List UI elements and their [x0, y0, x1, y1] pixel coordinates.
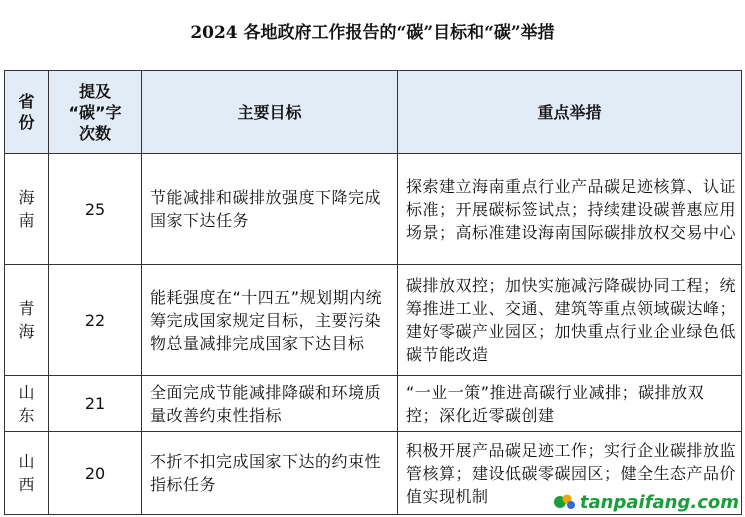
table-header-row: [5, 71, 742, 154]
watermark-text: tanpaifang.com: [579, 491, 739, 513]
province-name: 海 南: [18, 188, 35, 230]
measures-cell: 积极开展产品碳足迹工作；实行企业碳排放监管核算；建设低碳零碳园区；健全生态产品价值实现机制: [398, 432, 742, 515]
tanpaifang-logo-icon: [553, 493, 577, 511]
page-title: 2024 各地政府工作报告的“碳”目标和“碳”举措: [190, 23, 555, 43]
header-province: [5, 71, 49, 154]
count-cell: 22: [49, 265, 142, 376]
header-province-label: 省 份: [18, 92, 35, 132]
province-name: 山 西: [18, 452, 35, 494]
header-count-label: 提及 “碳”字 次数: [68, 81, 122, 143]
province-cell: [5, 154, 49, 265]
count-cell: 21: [49, 376, 142, 432]
header-goal-label: 主要目标: [237, 102, 302, 122]
goal-cell: 节能减排和碳排放强度下降完成国家下达任务: [142, 154, 398, 265]
watermark: [553, 491, 739, 513]
province-cell: [5, 376, 49, 432]
table-row: [5, 376, 742, 432]
province-name: 青 海: [18, 299, 35, 341]
table-row: [5, 154, 742, 265]
goal-cell: 不折不扣完成国家下达的约束性指标任务: [142, 432, 398, 515]
table-row: [5, 265, 742, 376]
header-goal: [142, 71, 398, 154]
header-count: [49, 71, 142, 154]
header-measures-label: 重点举措: [537, 102, 602, 122]
count-cell: 20: [49, 432, 142, 515]
carbon-goals-table: [4, 70, 742, 515]
goal-cell: 能耗强度在“十四五”规划期内统筹完成国家规定目标，主要污染物总量减排完成国家下达目标: [142, 265, 398, 376]
province-name: 山 东: [18, 382, 35, 425]
goal-cell: 全面完成节能减排降碳和环境质量改善约束性指标: [142, 376, 398, 432]
province-cell: [5, 432, 49, 515]
measures-cell: “一业一策”推进高碳行业减排；碳排放双控；深化近零碳创建: [398, 376, 742, 432]
province-cell: [5, 265, 49, 376]
measures-cell: 探索建立海南重点行业产品碳足迹核算、认证标准；开展碳标签试点；持续建设碳普惠应用场景；高标准建设海南国际碳排放权交易中心: [398, 154, 742, 265]
measures-cell: 碳排放双控；加快实施减污降碳协同工程；统筹推进工业、交通、建筑等重点领域碳达峰；建好零碳产业园区；加快重点行业企业绿色低碳节能改造: [398, 265, 742, 376]
count-cell: 25: [49, 154, 142, 265]
header-measures: [398, 71, 742, 154]
